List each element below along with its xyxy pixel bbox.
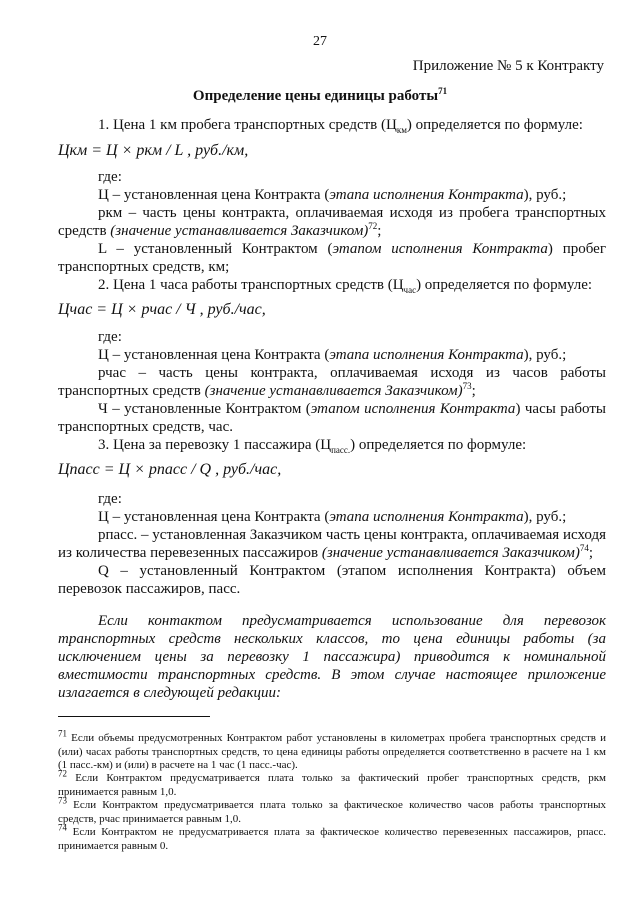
s3-line-ppass: рпасс. – установленная Заказчиком часть цены контракта, оплачиваемая исходя из количества перевезенных пассажиров (значение устанавливается Заказчиком)$^{74}$;	[58, 527, 606, 561]
italic-note: Если контактом предусматривается использование для перевозок транспортных средств нескольких классов, то цена единицы работы (за исключением цены за перевозку 1 пассажира) приводится к номинальной вместимости транспортных средств. В этом случае настоящее приложение излагается в следующей редакции:	[58, 613, 606, 701]
formula-hour: Цчас = Ц × pчас / Ч , руб./час,	[58, 301, 266, 318]
where-label: где:	[98, 169, 122, 185]
s1-line-pkm: ркм – часть цены контракта, оплачиваемая исходя из пробега транспортных средств (значение устанавливается Заказчиком)$^{72}$;	[58, 205, 606, 239]
formula-km: Цкм = Ц × pкм / L , руб./км,	[58, 142, 249, 159]
s3-line-q: Q – установленный Контрактом (этапом исполнения Контракта) объем перевозок пассажиров, пасс.	[58, 563, 606, 597]
formula-passenger: Цпасс = Ц × pпасс / Q , руб./час,	[58, 461, 282, 478]
footnote-divider	[58, 716, 210, 717]
page-number: 27	[313, 34, 327, 49]
section-1-heading: 1. Цена 1 км пробега транспортных средств $(Ц_{км})$ определяется по формуле:	[98, 117, 583, 135]
footnote-71: $^{71}$ Если объемы предусмотренных Контрактом работ установлены в километрах пробега транспортных средств и (или) часах работы транспортных средств, то цена единицы работы определяется соответственно в расчете на 1 км (1 пасс.-км) и (или) в расчете на 1 час (1 пасс.-час).	[58, 728, 606, 771]
section-3-heading: 3. Цена за перевозку 1 пассажира $(Ц_{пасс.})$ определяется по формуле:	[98, 437, 527, 455]
s3-line-price: Ц – установленная цена Контракта (этапа исполнения Контракта), руб.;	[98, 509, 567, 525]
footnote-73: $^{73}$ Если Контрактом предусматривается плата только за фактическое количество часов работы транспортных средств, pчас принимается равным 1,0.	[58, 795, 606, 825]
s2-line-price: Ц – установленная цена Контракта (этапа исполнения Контракта), руб.;	[98, 347, 567, 363]
s2-line-phour: рчас – часть цены контракта, оплачиваемая исходя из часов работы транспортных средств (значение устанавливается Заказчиком)$^{73}$;	[58, 365, 606, 399]
section-2-heading: 2. Цена 1 часа работы транспортных средств $(Ц_{час})$ определяется по формуле:	[98, 277, 593, 295]
s1-line-l: L – установленный Контрактом (этапом исполнения Контракта) пробег транспортных средств, км;	[58, 241, 606, 275]
page-title: Определение цены единицы работы$^{71}$	[192, 86, 448, 104]
footnote-74: $^{74}$ Если Контрактом не предусматривается плата за фактическое количество перевезенных пассажиров, pпасс. принимается равным 0.	[58, 822, 606, 852]
where-label: где:	[98, 329, 122, 345]
footnote-ref-71: 71	[438, 86, 448, 96]
where-label: где:	[98, 491, 122, 507]
footnote-72: $^{72}$ Если Контрактом предусматривается плата только за фактический пробег транспортных средств, pкм принимается равным 1,0.	[58, 768, 606, 798]
s1-line-price: Ц – установленная цена Контракта (этапа исполнения Контракта), руб.;	[98, 187, 567, 203]
s2-line-hours: Ч – установленные Контрактом (этапом исполнения Контракта) часы работы транспортных средств, час.	[58, 401, 606, 435]
appendix-label: Приложение № 5 к Контракту	[412, 58, 604, 74]
